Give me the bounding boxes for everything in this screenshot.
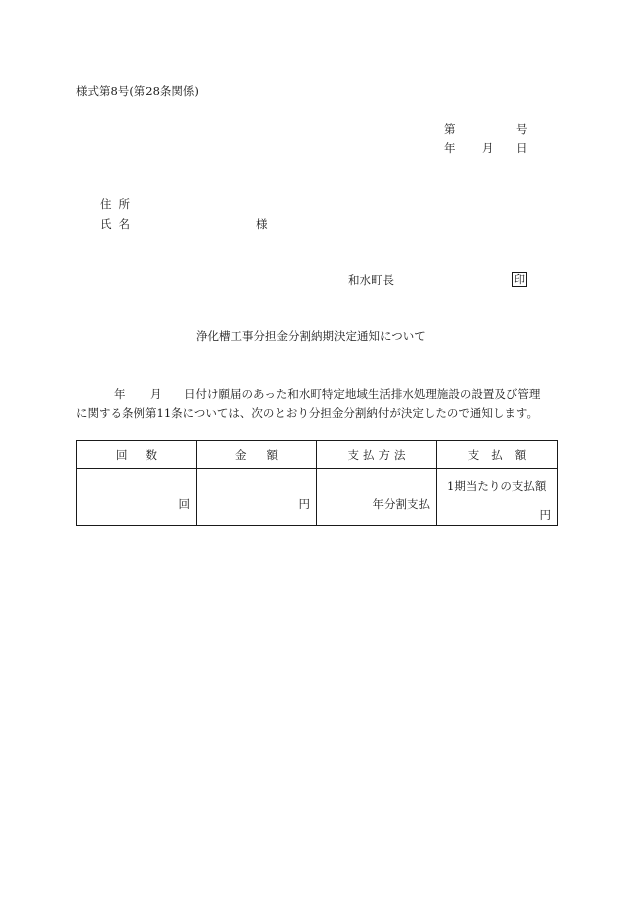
body-line-1-text: 日付け願届のあった和水町特定地域生活排水処理施設の設置及び管理 [184,387,541,401]
header-amount: 金額 [197,441,317,469]
table-header-row [77,441,558,469]
cell-method [317,469,437,526]
body-line-2: に関する条例第11条については、次のとおり分担金分割納付が決定したので通知します。 [76,406,538,420]
amount-unit: 円 [298,497,310,511]
payment-table [76,440,558,526]
date-month-label: 月 [482,141,494,155]
per-payment-label: 1期当たりの支払額 [447,479,547,493]
document-title: 浄化槽工事分担金分割納期決定通知について [196,329,426,343]
header-payment: 支払額 [437,441,558,469]
seal-mark: 印 [514,273,525,286]
header-count: 回数 [77,441,197,469]
address-label: 住所 [100,197,137,211]
cell-per-payment [437,469,558,526]
body-month-label: 月 [150,387,162,401]
date-day-label: 日 [516,141,528,155]
name-label: 氏名 [100,217,137,231]
cell-amount [197,469,317,526]
table-row [77,469,558,526]
method-text: 年分割支払 [372,497,430,511]
cell-count [77,469,197,526]
count-unit: 回 [178,497,190,511]
date-year-label: 年 [444,141,456,155]
header-method: 支払方法 [317,441,437,469]
issuer-name: 和水町長 [348,273,394,287]
honorific: 様 [256,217,268,231]
document-number-suffix: 号 [516,122,528,136]
per-payment-unit: 円 [539,508,551,522]
document-number-prefix: 第 [444,122,456,136]
form-number: 様式第8号(第28条関係) [76,84,199,98]
body-year-label: 年 [114,387,126,401]
